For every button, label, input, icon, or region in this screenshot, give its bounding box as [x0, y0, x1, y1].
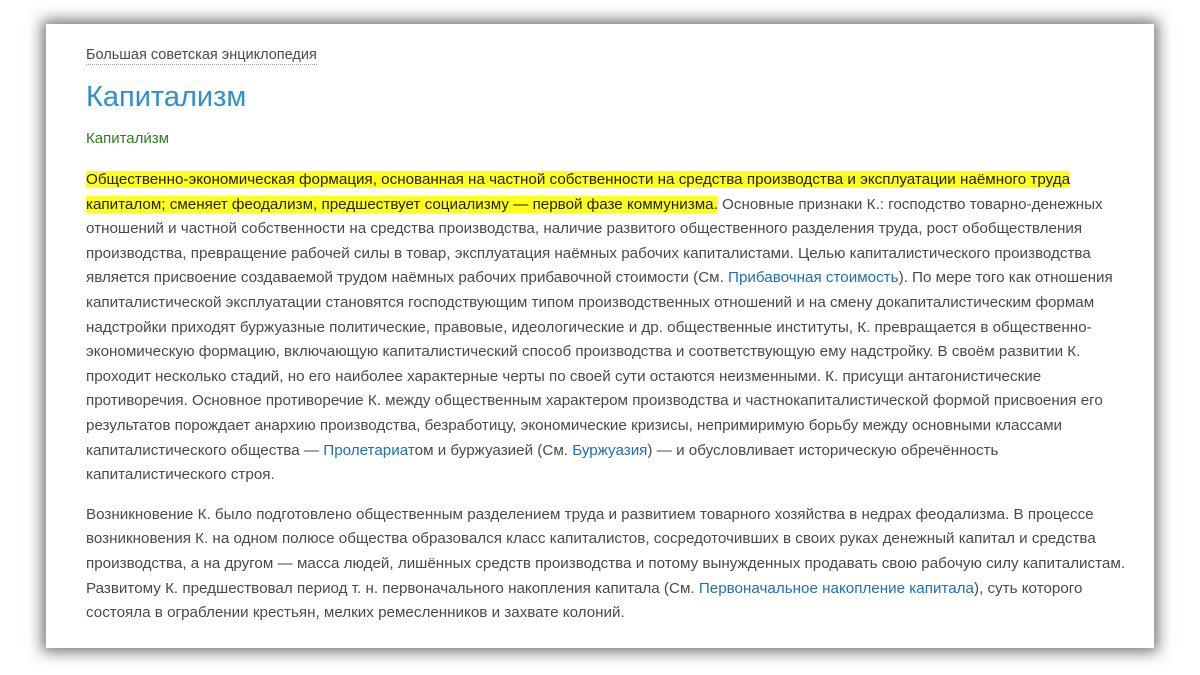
article-paragraph-2 — [86, 503, 1131, 626]
headword: Капитали́зм — [86, 130, 169, 147]
paragraph-1-text-d: ) — и обусловливает историческую обречённость капиталистического строя. — [86, 441, 999, 484]
article-content — [86, 44, 1131, 626]
highlighted-definition: Общественно-экономическая формация, основанная на частной собственности на средства производства и эксплуатации наёмного труда капиталом; сменяет феодализм, предшествует социализму — первой фазе коммунизма. — [86, 171, 1071, 213]
paragraph-2-text-a: Возникновение К. было подготовлено общественным разделением труда и развитием товарного хозяйства в недрах феодализма. В процессе возникновения К. на одном полюсе общества образовался класс капиталистов, сосредоточивших в своих руках денежный капитал и средства производства, а на другом — масса людей, лишённых средств производства и потому вынужденных продавать свою рабочую силу капиталистам. Развитому К. предшествовал период т. н. первоначального накопления капитала (См. — [86, 505, 1126, 597]
article-frame — [46, 24, 1154, 648]
paragraph-1-text-c: ом и буржуазией (См. — [414, 441, 573, 459]
link-primitive-accumulation[interactable]: Первоначальное накопление капитала — [698, 579, 974, 597]
article-paragraph-1 — [86, 168, 1131, 488]
page-title: Капитализм — [86, 81, 247, 113]
paragraph-1-text-a: Основные признаки К.: господство товарно-денежных отношений и частной собственности на средства производства, наличие развитого общественного разделения труда, рост обобществления производства, превращение рабочей силы в товар, эксплуатация наёмных рабочих капиталистами. Целью капиталистического производства является присвоение создаваемой трудом наёмных рабочих прибавочной стоимости (См. — [86, 195, 1103, 287]
link-proletariat[interactable]: Пролетариат — [323, 441, 415, 459]
source-link[interactable]: Большая советская энциклопедия — [86, 47, 317, 63]
paragraph-2-text-b: ), суть которого состояла в ограблении крестьян, мелких ремесленников и захвате колоний. — [86, 579, 1083, 622]
paragraph-1-text-b: ). По мере того как отношения капиталистической эксплуатации становятся господствующим типом производственных отношений и на смену докапиталистическим формам надстройки приходят буржуазные политические, правовые, идеологические и др. общественные институты, К. превращается в общественно-экономическую формацию, включающую капиталистический способ производства и соответствующую ему надстройку. В своём развитии К. проходит несколько стадий, но его наиболее характерные черты по своей сути остаются неизменными. К. присущи антагонистические противоречия. Основное противоречие К. между общественным характером производства и частнокапиталистической формой присвоения его результатов порождает анархию производства, безработицу, экономические кризисы, непримиримую борьбу между основными классами капиталистического общества — — [86, 269, 1113, 459]
link-bourgeoisie[interactable]: Буржуазия — [572, 441, 648, 459]
link-surplus-value[interactable]: Прибавочная стоимость — [728, 269, 899, 287]
